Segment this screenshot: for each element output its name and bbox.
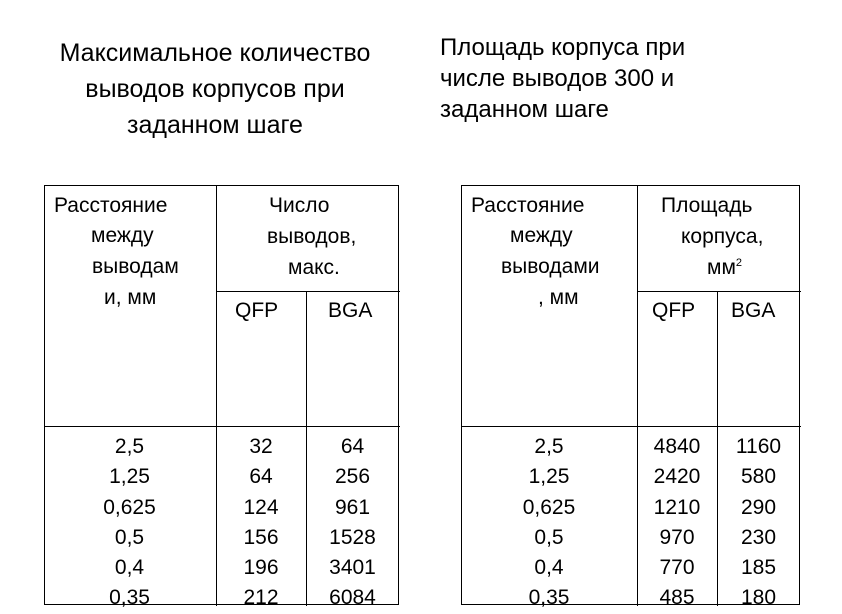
- left-pitch-column: [44, 432, 215, 614]
- right-pitch-value: 0,35: [528, 586, 570, 610]
- left-bga-value: 3401: [329, 556, 376, 580]
- right-bga-column: [717, 432, 800, 614]
- left-bga-value: 64: [340, 435, 365, 458]
- right-group-header-line-3: $мм^2$: [707, 256, 742, 279]
- right-pitch-value: 1,25: [528, 465, 570, 489]
- left-bga-value: 1528: [329, 525, 376, 549]
- left-qfp-value: 64: [249, 465, 273, 489]
- left-pitch-value: 0,5: [114, 525, 145, 549]
- right-table-divider: [637, 291, 801, 292]
- right-group-header-line-1: Площадь: [661, 194, 753, 217]
- right-col1-header-line-4: , мм: [538, 286, 579, 309]
- right-col1-header-line-3: выводами: [501, 255, 600, 278]
- right-table-divider: [462, 426, 801, 427]
- left-qfp-value: 196: [243, 556, 279, 580]
- left-bga-value: 961: [334, 495, 371, 519]
- right-pitch-value: 0,625: [522, 495, 576, 519]
- left-qfp-header: QFP: [235, 299, 279, 322]
- left-pitch-value: 1,25: [109, 465, 150, 489]
- left-qfp-column: [216, 432, 306, 614]
- right-bga-header: BGA: [731, 299, 776, 322]
- left-qfp-value: 124: [243, 495, 279, 519]
- right-title-line-2: числе выводов 300 и: [440, 65, 675, 92]
- right-bga-value: 580: [740, 465, 777, 489]
- left-col1-header-line-2: между: [91, 224, 154, 247]
- right-qfp-value: 2420: [653, 465, 701, 489]
- right-bga-value: 230: [740, 525, 777, 549]
- right-qfp-header: QFP: [652, 299, 696, 322]
- left-group-header-line-1: Число: [269, 194, 330, 217]
- left-bga-value: 6084: [329, 586, 376, 610]
- left-pitch-value: 0,625: [103, 495, 156, 519]
- left-bga-column: [306, 432, 399, 614]
- right-title-line-1: Площадь корпуса при: [440, 34, 686, 61]
- left-title-line-2: выводов корпусов при: [85, 75, 345, 103]
- left-title-line-3: заданном шаге: [127, 111, 303, 139]
- left-qfp-value: 32: [249, 435, 273, 458]
- right-title: [440, 32, 820, 125]
- right-pitch-value: 2,5: [534, 435, 564, 458]
- right-qfp-value: 770: [659, 556, 695, 580]
- right-bga-value: 185: [740, 556, 777, 580]
- left-table-divider: [45, 426, 400, 427]
- left-qfp-value: 212: [243, 586, 279, 610]
- left-title: [20, 35, 410, 143]
- right-group-header-line-2: корпуса,: [681, 225, 764, 248]
- right-pitch-value: 0,5: [534, 525, 564, 549]
- left-title-line-1: Максимальное количество: [59, 39, 371, 67]
- left-pitch-value: 0,35: [109, 586, 150, 610]
- right-pitch-column: [461, 432, 637, 614]
- left-pitch-value: 2,5: [114, 435, 145, 458]
- left-pitch-value: 0,4: [114, 556, 145, 580]
- left-col1-header-line-1: Расстояние: [54, 194, 168, 217]
- right-bga-value: 180: [740, 586, 777, 610]
- left-group-header-line-3: макс.: [288, 256, 340, 279]
- right-pitch-value: 0,4: [534, 556, 564, 580]
- left-bga-header: BGA: [328, 299, 373, 322]
- superscript: 2: [735, 257, 742, 269]
- left-col1-header-line-3: выводам: [92, 255, 179, 278]
- left-group-header-line-2: выводов,: [267, 225, 357, 248]
- right-bga-value: 1160: [735, 435, 782, 458]
- left-qfp-value: 156: [243, 525, 279, 549]
- left-table-divider: [216, 291, 400, 292]
- right-qfp-value: 970: [659, 525, 695, 549]
- right-qfp-value: 485: [659, 586, 695, 610]
- right-col1-header-line-1: Расстояние: [471, 194, 585, 217]
- right-qfp-column: [637, 432, 717, 614]
- right-qfp-value: 1210: [653, 495, 701, 519]
- right-qfp-value: 4840: [653, 435, 701, 458]
- left-bga-value: 256: [334, 465, 371, 489]
- right-title-line-3: заданном шаге: [440, 96, 609, 123]
- right-col1-header-line-2: между: [510, 224, 573, 247]
- right-bga-value: 290: [740, 495, 777, 519]
- left-col1-header-line-4: и, мм: [104, 286, 157, 309]
